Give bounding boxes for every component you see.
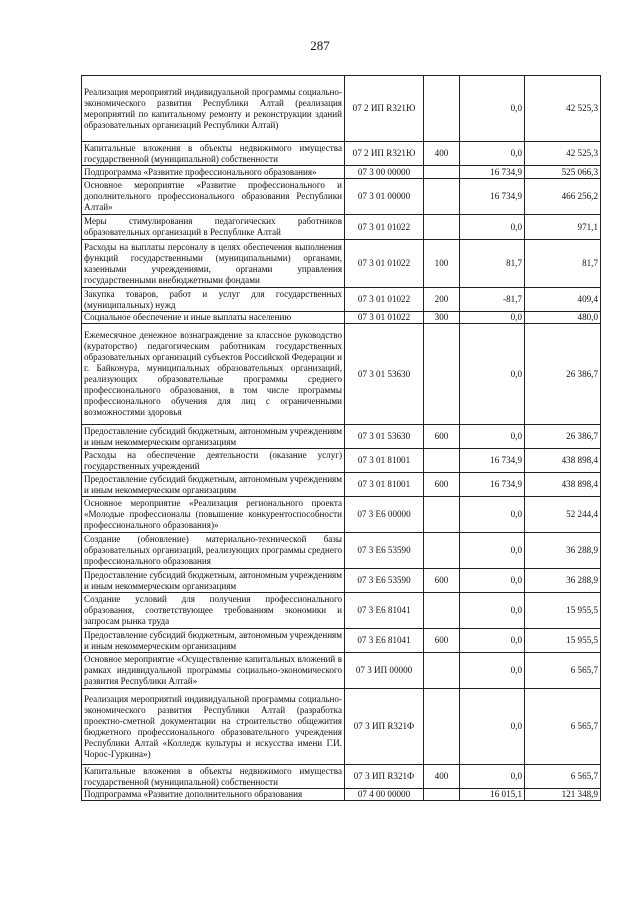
target-code-cell: 07 3 ИП R321Ф <box>345 689 424 765</box>
table-row <box>82 629 601 653</box>
table-row <box>82 653 601 689</box>
expense-name-cell: Подпрограмма «Развитие дополнительного образования <box>82 789 345 801</box>
expense-name-cell: Предоставление субсидий бюджетным, автономным учреждениям и иным некоммерческим организациям <box>82 569 345 593</box>
table-row <box>82 425 601 449</box>
expense-name-cell: Социальное обеспечение и иные выплаты населению <box>82 312 345 324</box>
expense-name-cell: Реализация мероприятий индивидуальной программы социально-экономического развития Республики Алтай (реализация мероприятий по капитальному ремонту и реконструкции зданий образовательных организаций Республики Алтай) <box>82 76 345 142</box>
target-code-cell: 07 3 Е6 53590 <box>345 533 424 569</box>
table-row <box>82 288 601 312</box>
expense-type-cell <box>424 593 460 629</box>
expense-name-cell: Меры стимулирования педагогических работников образовательных организаций в Республике Алтай <box>82 215 345 240</box>
table-row <box>82 593 601 629</box>
amount-change-cell: 16 015,1 <box>460 789 525 801</box>
amount-total-cell: 26 386,7 <box>525 425 601 449</box>
target-code-cell: 07 3 01 81001 <box>345 449 424 473</box>
expense-name-cell: Расходы на обеспечение деятельности (оказание услуг) государственных учреждений <box>82 449 345 473</box>
expense-type-cell <box>424 324 460 425</box>
expense-name-cell: Основное мероприятие «Осуществление капитальных вложений в рамках индивидуальной программы социально-экономического развития Республики Алтай» <box>82 653 345 689</box>
budget-table-body <box>82 76 601 801</box>
expense-type-cell <box>424 179 460 215</box>
target-code-cell: 07 3 Е6 00000 <box>345 497 424 533</box>
amount-total-cell: 36 288,9 <box>525 533 601 569</box>
target-code-cell: 07 3 01 81001 <box>345 473 424 497</box>
target-code-cell: 07 3 01 01022 <box>345 288 424 312</box>
target-code-cell: 07 3 01 53630 <box>345 324 424 425</box>
target-code-cell: 07 3 01 00000 <box>345 179 424 215</box>
amount-change-cell: 0,0 <box>460 765 525 789</box>
amount-total-cell: 42 525,3 <box>525 76 601 142</box>
amount-change-cell: -81,7 <box>460 288 525 312</box>
amount-total-cell: 36 288,9 <box>525 569 601 593</box>
expense-name-cell: Основное мероприятие «Развитие профессионального и дополнительного профессионального образования Республики Алтай» <box>82 179 345 215</box>
amount-total-cell: 121 348,9 <box>525 789 601 801</box>
amount-change-cell: 0,0 <box>460 324 525 425</box>
expense-type-cell <box>424 166 460 179</box>
amount-total-cell: 466 256,2 <box>525 179 601 215</box>
amount-change-cell: 0,0 <box>460 689 525 765</box>
table-row <box>82 312 601 324</box>
expense-type-cell: 600 <box>424 629 460 653</box>
expense-type-cell: 600 <box>424 425 460 449</box>
target-code-cell: 07 3 Е6 81041 <box>345 593 424 629</box>
amount-total-cell: 438 898,4 <box>525 449 601 473</box>
amount-total-cell: 6 565,7 <box>525 765 601 789</box>
expense-type-cell: 600 <box>424 473 460 497</box>
expense-name-cell: Капитальные вложения в объекты недвижимого имущества государственной (муниципальной) собственности <box>82 142 345 166</box>
budget-table <box>81 75 601 801</box>
table-row <box>82 76 601 142</box>
expense-name-cell: Закупка товаров, работ и услуг для государственных (муниципальных) нужд <box>82 288 345 312</box>
amount-change-cell: 81,7 <box>460 240 525 288</box>
target-code-cell: 07 3 00 00000 <box>345 166 424 179</box>
amount-change-cell: 0,0 <box>460 629 525 653</box>
amount-total-cell: 6 565,7 <box>525 653 601 689</box>
amount-change-cell: 0,0 <box>460 533 525 569</box>
amount-change-cell: 0,0 <box>460 142 525 166</box>
expense-type-cell: 600 <box>424 569 460 593</box>
amount-change-cell: 16 734,9 <box>460 166 525 179</box>
table-row <box>82 240 601 288</box>
amount-change-cell: 0,0 <box>460 312 525 324</box>
target-code-cell: 07 3 ИП R321Ф <box>345 765 424 789</box>
table-row <box>82 497 601 533</box>
expense-name-cell: Предоставление субсидий бюджетным, автономным учреждениям и иным некоммерческим организациям <box>82 425 345 449</box>
target-code-cell: 07 3 Е6 81041 <box>345 629 424 653</box>
expense-name-cell: Подпрограмма «Развитие профессионального образования» <box>82 166 345 179</box>
amount-change-cell: 0,0 <box>460 76 525 142</box>
expense-name-cell: Капитальные вложения в объекты недвижимого имущества государственной (муниципальной) собственности <box>82 765 345 789</box>
page-number: 287 <box>310 38 330 53</box>
expense-type-cell <box>424 689 460 765</box>
amount-change-cell: 0,0 <box>460 653 525 689</box>
target-code-cell: 07 4 00 00000 <box>345 789 424 801</box>
expense-name-cell: Расходы на выплаты персоналу в целях обеспечения выполнения функций государственными (муниципальными) органами, казенными учреждениями, органами управления государственными внебюджетными фондами <box>82 240 345 288</box>
table-row <box>82 215 601 240</box>
table-row <box>82 324 601 425</box>
table-row <box>82 179 601 215</box>
table-row <box>82 473 601 497</box>
expense-type-cell: 100 <box>424 240 460 288</box>
amount-change-cell: 16 734,9 <box>460 473 525 497</box>
amount-total-cell: 409,4 <box>525 288 601 312</box>
amount-total-cell: 26 386,7 <box>525 324 601 425</box>
expense-name-cell: Реализация мероприятий индивидуальной программы социально-экономического развития Республики Алтай (разработка проектно-сметной документации на строительство общежития бюджетного профессионального образовательного учреждения Республики Алтай «Колледж культуры и искусства имени Г.И. Чорос-Гуркина») <box>82 689 345 765</box>
expense-type-cell: 400 <box>424 142 460 166</box>
expense-type-cell: 300 <box>424 312 460 324</box>
amount-total-cell: 15 955,5 <box>525 629 601 653</box>
amount-total-cell: 6 565,7 <box>525 689 601 765</box>
amount-total-cell: 52 244,4 <box>525 497 601 533</box>
table-row <box>82 569 601 593</box>
table-row <box>82 166 601 179</box>
table-row <box>82 789 601 801</box>
expense-type-cell: 400 <box>424 765 460 789</box>
expense-type-cell <box>424 533 460 569</box>
target-code-cell: 07 2 ИП R321Ю <box>345 76 424 142</box>
amount-change-cell: 16 734,9 <box>460 449 525 473</box>
target-code-cell: 07 3 01 01022 <box>345 215 424 240</box>
amount-total-cell: 438 898,4 <box>525 473 601 497</box>
amount-total-cell: 81,7 <box>525 240 601 288</box>
expense-type-cell <box>424 449 460 473</box>
target-code-cell: 07 3 Е6 53590 <box>345 569 424 593</box>
amount-change-cell: 0,0 <box>460 425 525 449</box>
amount-change-cell: 0,0 <box>460 215 525 240</box>
expense-type-cell <box>424 215 460 240</box>
amount-change-cell: 0,0 <box>460 593 525 629</box>
target-code-cell: 07 3 ИП 00000 <box>345 653 424 689</box>
expense-name-cell: Предоставление субсидий бюджетным, автономным учреждениям и иным некоммерческим организациям <box>82 473 345 497</box>
expense-type-cell <box>424 653 460 689</box>
table-row <box>82 142 601 166</box>
amount-total-cell: 971,1 <box>525 215 601 240</box>
table-row <box>82 533 601 569</box>
amount-total-cell: 15 955,5 <box>525 593 601 629</box>
table-row <box>82 765 601 789</box>
amount-total-cell: 42 525,3 <box>525 142 601 166</box>
target-code-cell: 07 2 ИП R321Ю <box>345 142 424 166</box>
target-code-cell: 07 3 01 01022 <box>345 312 424 324</box>
expense-type-cell: 200 <box>424 288 460 312</box>
amount-total-cell: 480,0 <box>525 312 601 324</box>
expense-name-cell: Предоставление субсидий бюджетным, автономным учреждениям и иным некоммерческим организациям <box>82 629 345 653</box>
expense-name-cell: Создание условий для получения профессионального образования, соответствующее требованиям экономики и запросам рынка труда <box>82 593 345 629</box>
amount-total-cell: 525 066,3 <box>525 166 601 179</box>
expense-name-cell: Создание (обновление) материально-технической базы образовательных организаций, реализующих программы среднего профессионального образования <box>82 533 345 569</box>
expense-name-cell: Ежемесячное денежное вознаграждение за классное руководство (кураторство) педагогическим работникам государственных образовательных организаций субъектов Российской Федерации и г. Байконура, муниципальных образовательных организаций, реализующих образовательные программы среднего профессионального образования, в том числе программы профессионального обучения для лиц с ограниченными возможностями здоровья <box>82 324 345 425</box>
expense-name-cell: Основное мероприятие «Реализация регионального проекта «Молодые профессионалы (повышение конкурентоспособности профессионального образования)» <box>82 497 345 533</box>
amount-change-cell: 0,0 <box>460 497 525 533</box>
amount-change-cell: 0,0 <box>460 569 525 593</box>
target-code-cell: 07 3 01 53630 <box>345 425 424 449</box>
expense-type-cell <box>424 76 460 142</box>
expense-type-cell <box>424 497 460 533</box>
table-row <box>82 449 601 473</box>
amount-change-cell: 16 734,9 <box>460 179 525 215</box>
expense-type-cell <box>424 789 460 801</box>
target-code-cell: 07 3 01 01022 <box>345 240 424 288</box>
table-row <box>82 689 601 765</box>
